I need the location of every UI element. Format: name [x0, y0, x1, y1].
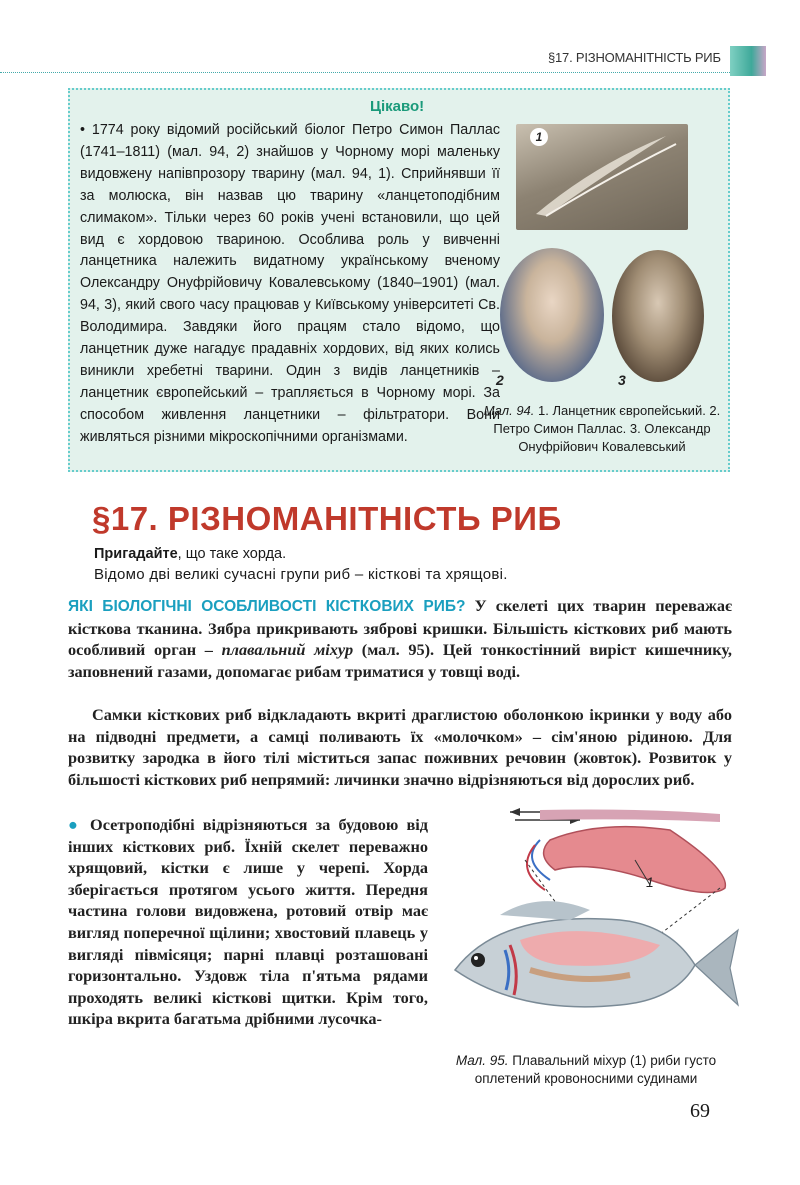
fig94-label-3: 3 — [618, 372, 626, 388]
bullet-icon: ● — [68, 815, 91, 834]
known-statement: Відомо дві великі сучасні групи риб – кісткові та хрящові. — [94, 566, 508, 583]
section-title: §17. РІЗНОМАНІТНІСТЬ РИБ — [92, 500, 562, 537]
paragraph-3-text: відрізняються за будовою від інших кісткових риб. Їхній скелет переважно хрящовий, кістки є лише у черепі. Хорда зберігається протягом усього життя. Передня частина голови видовжена, ротовий отвір має вигляд поперечної щілини; хвостовий плавець у вигляді півмісяця; парні плавці розташовані горизонтально. Уздовж тіла п'ятьма рядами проходять великі кісткові щитки. Крім того, шкіра вкрита багатьма дрібними лусочка- — [68, 815, 429, 1029]
term-sturgeons: Осетроподібні — [90, 815, 195, 834]
fig95-label-1: 1 — [646, 874, 654, 890]
kovalevsky-portrait — [612, 250, 704, 382]
page-number: 69 — [690, 1100, 710, 1122]
running-header: §17. РІЗНОМАНІТНІСТЬ РИБ — [548, 50, 721, 65]
figure94-caption-text: 1. Ланцетник європейський. 2. Петро Симон Паллас. 3. Олександр Онуфрійович Ковалевський — [493, 403, 721, 454]
remember-bold: Пригадайте — [94, 546, 178, 562]
figure94-caption-prefix: Мал. 94. — [483, 403, 535, 418]
fig94-label-1: 1 — [530, 128, 548, 146]
remember-rest: , що таке хорда. — [177, 546, 287, 562]
paragraph-reproduction: Самки кісткових риб відкладають вкриті драглистою оболонкою ікринки у воду або на підводні предмети, а самці поливають їх «молочком» – сім'яною рідиною. Для розвитку зародка в його тілі міститься запас поживних речовин (жовток). Розвиток у більшості кісткових риб непрямий: личинки значно відрізняються від дорослих риб. — [68, 705, 732, 789]
info-box-text: • 1774 року відомий російський біолог Петро Симон Паллас (1741–1811) (мал. 94, 2) знайшов у Чорному морі маленьку видовжену напівпрозору тварину (мал. 94, 1). Сприйнявши її за молюска, він назвав цю тварину «ланцетоподібним слимаком». Тільки через 60 років учені встановили, що цей вид є хордовою твариною. Особлива роль у вивченні ланцетника належить видатному українському вченому Олександру Онуфрійовичу Ковалевському (1840–1901) (мал. 94, 3), який свого часу працював у Київському університеті Св. Володимира. Завдяки його працям стало відомо, що ланцетник дуже нагадує прадавніх хордових, від яких колись виникли хребетні тварини. Один з видів ланцетників – ланцетник європейський – трапляється в Чорному морі. За способом живлення ланцетники – фільтратори. Вони живляться різними мікроскопічними організмами. — [80, 122, 500, 445]
pallas-portrait — [500, 248, 604, 382]
figure94-caption — [482, 402, 722, 456]
paragraph-1a: У скелеті цих тварин переважає кісткова тканина. Зябра прикривають зяброві кришки. Більшість кісткових риб мають особливий орган – — [68, 596, 733, 660]
figure95-caption — [436, 1052, 736, 1088]
paragraph-lead-question: ЯКІ БІОЛОГІЧНІ ОСОБЛИВОСТІ КІСТКОВИХ РИБ? — [68, 598, 466, 615]
paragraph-1b: (мал. 95). Цей тонкостінний виріст кишечнику, заповнений газами, допомагає рибам триматися у товщі воді. — [68, 640, 733, 681]
fig94-label-2: 2 — [496, 372, 504, 388]
paragraph-bony-fish — [68, 595, 732, 682]
header-color-block — [730, 46, 766, 76]
figure95-caption-text: Плавальний міхур (1) риби густо оплетений кровоносними судинами — [474, 1053, 717, 1086]
info-box-title: Цікаво! — [370, 98, 425, 115]
term-swim-bladder: плавальний міхур — [221, 640, 354, 660]
figure95-caption-prefix: Мал. 95. — [455, 1053, 509, 1068]
paragraph-sturgeons — [68, 814, 428, 1030]
remember-prompt — [94, 546, 286, 562]
header-divider — [0, 72, 730, 73]
fish-swim-bladder-figure — [440, 800, 740, 1045]
